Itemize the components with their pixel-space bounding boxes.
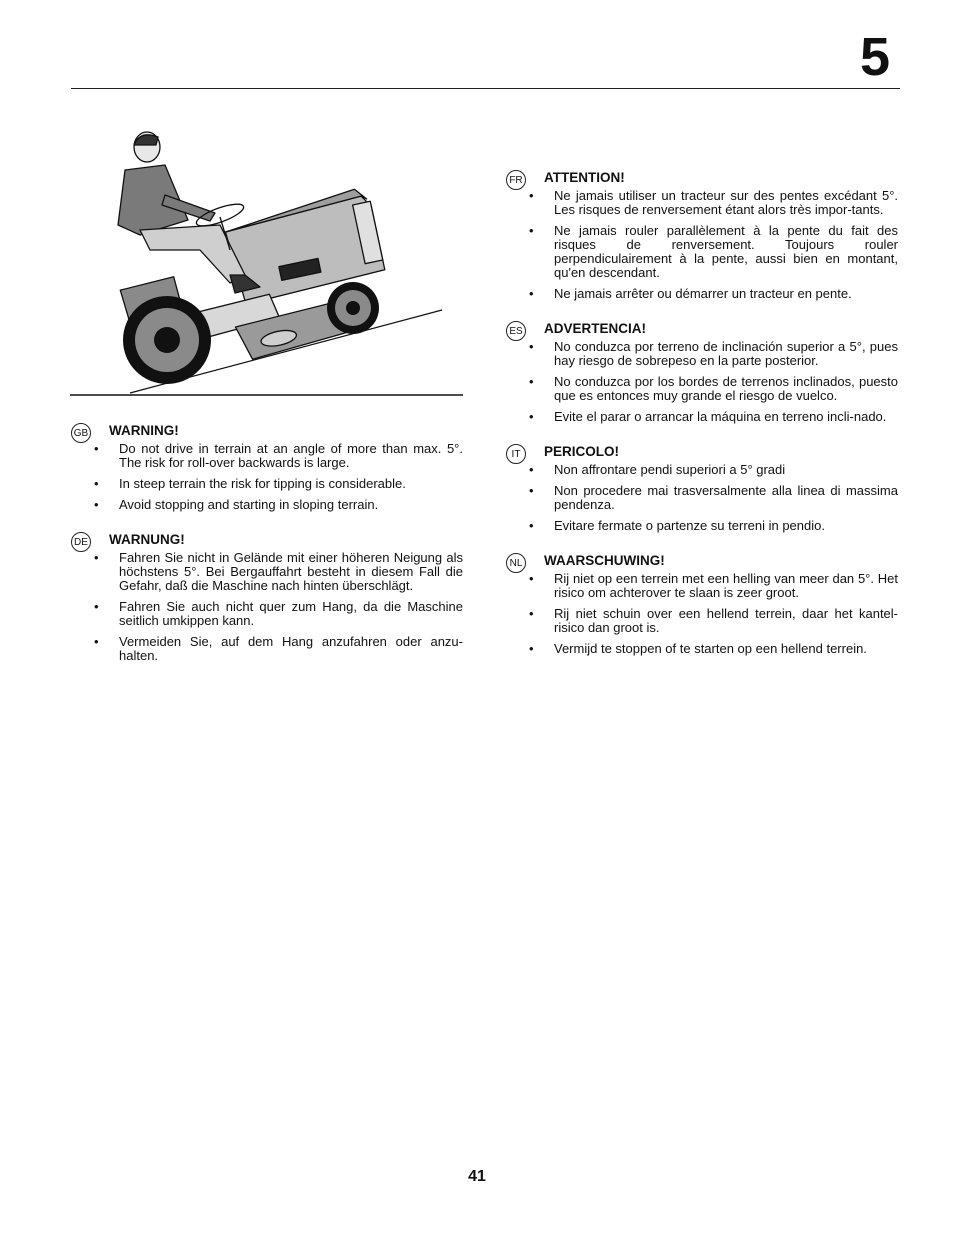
list-item: • Avoid stopping and starting in sloping terrain. bbox=[94, 498, 463, 512]
warning-section-fr bbox=[506, 170, 898, 301]
section-title: WARNING! bbox=[109, 423, 179, 438]
warning-section-nl bbox=[506, 553, 898, 656]
warning-section-gb bbox=[71, 423, 463, 512]
list-item: • In steep terrain the risk for tipping is considerable. bbox=[94, 477, 463, 491]
language-badge-nl: NL bbox=[506, 553, 526, 573]
list-item: • Rij niet op een terrein met een helling van meer dan 5°. Het risico om achterover te slaan is zeer groot. bbox=[529, 572, 898, 600]
list-item: • No conduzca por los bordes de terrenos inclinados, puesto que es entonces muy grande el riesgo de vuelco. bbox=[529, 375, 898, 403]
warning-section-es bbox=[506, 321, 898, 424]
list-item: • Do not drive in terrain at an angle of more than max. 5°. The risk for roll-over backwards is large. bbox=[94, 442, 463, 470]
list-item: • Rij niet schuin over een hellend terrein, daar het kantel-risico dan groot is. bbox=[529, 607, 898, 635]
warning-section-it bbox=[506, 444, 898, 533]
list-item: • Vermeiden Sie, auf dem Hang anzufahren oder anzu-halten. bbox=[94, 635, 463, 663]
list-item: • Ne jamais rouler parallèlement à la pente du fait des risques de renversement. Toujours rouler perpendiculairement à la pente, aussi bien en montant, qu'en descendant. bbox=[529, 224, 898, 280]
language-badge-gb: GB bbox=[71, 423, 91, 443]
list-item: • Fahren Sie auch nicht quer zum Hang, da die Maschine seitlich umkippen kann. bbox=[94, 600, 463, 628]
section-title: ATTENTION! bbox=[544, 170, 625, 185]
section-title: PERICOLO! bbox=[544, 444, 620, 459]
list-item: • Ne jamais utiliser un tracteur sur des pentes excédant 5°. Les risques de renversement étant alors très impor-tants. bbox=[529, 189, 898, 217]
language-badge-it: IT bbox=[506, 444, 526, 464]
list-item: • Fahren Sie nicht in Gelände mit einer höheren Neigung als höchstens 5°. Bei Bergauffahrt besteht in diesem Fall die Gefahr, daß die Maschine nach hinten überschlägt. bbox=[94, 551, 463, 593]
section-title: WARNUNG! bbox=[109, 532, 185, 547]
right-column bbox=[506, 167, 898, 676]
warning-list bbox=[529, 189, 898, 301]
warning-list bbox=[529, 572, 898, 656]
section-title: WAARSCHUWING! bbox=[544, 553, 665, 568]
header-rule bbox=[71, 88, 900, 89]
list-item: • Evitare fermate o partenze su terreni in pendio. bbox=[529, 519, 898, 533]
section-title: ADVERTENCIA! bbox=[544, 321, 647, 336]
list-item: • No conduzca por terreno de inclinación superior a 5°, pues hay riesgo de sobrepeso en la parte posterior. bbox=[529, 340, 898, 368]
language-badge-fr: FR bbox=[506, 170, 526, 190]
list-item: • Evite el parar o arrancar la máquina en terreno incli-nado. bbox=[529, 410, 898, 424]
warning-list bbox=[529, 463, 898, 533]
warning-list bbox=[529, 340, 898, 424]
warning-list bbox=[94, 442, 463, 512]
list-item: • Non procedere mai trasversalmente alla linea di massima pendenza. bbox=[529, 484, 898, 512]
list-item: • Ne jamais arrêter ou démarrer un tracteur en pente. bbox=[529, 287, 898, 301]
page-number: 41 bbox=[468, 1168, 486, 1185]
list-item: • Vermijd te stoppen of te starten op een hellend terrein. bbox=[529, 642, 898, 656]
chapter-number: 5 bbox=[859, 27, 890, 87]
warning-list bbox=[94, 551, 463, 663]
language-badge-es: ES bbox=[506, 321, 526, 341]
language-badge-de: DE bbox=[71, 532, 91, 552]
tractor-on-slope-illustration bbox=[70, 125, 463, 397]
list-item: • Non affrontare pendi superiori a 5° gradi bbox=[529, 463, 898, 477]
warning-section-de bbox=[71, 532, 463, 663]
left-column bbox=[71, 420, 463, 683]
